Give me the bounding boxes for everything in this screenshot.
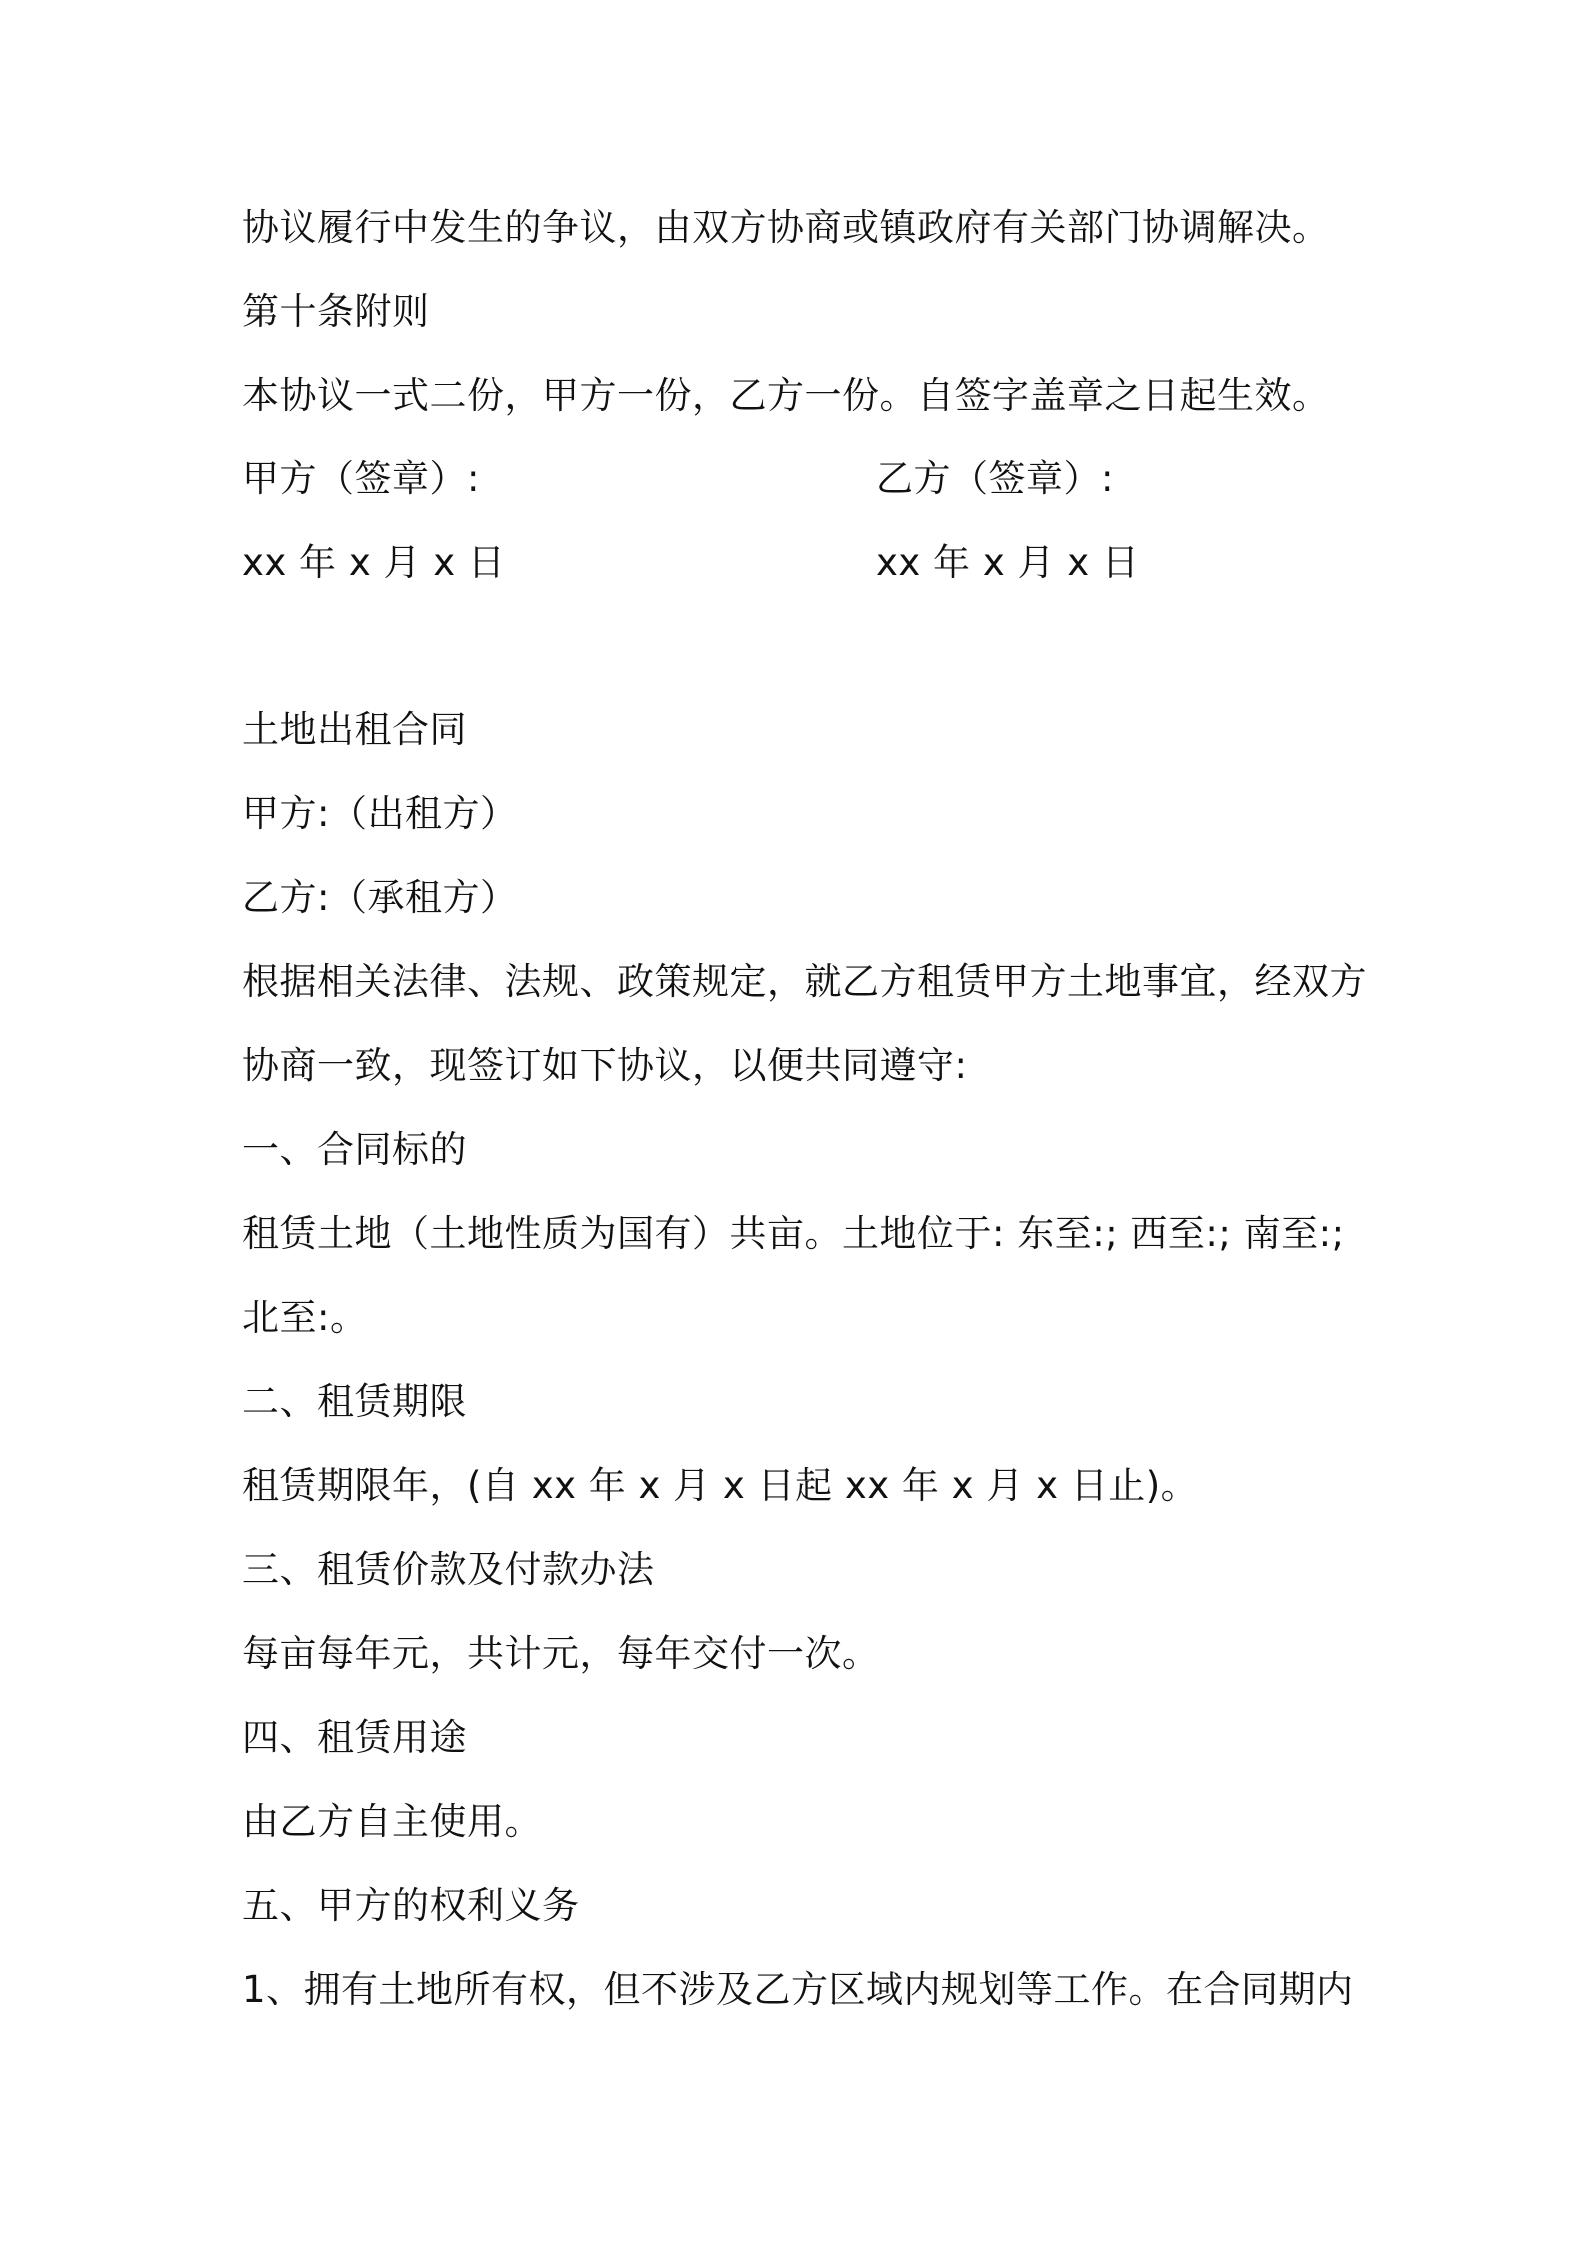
preamble-line-1: 根据相关法律、法规、政策规定，就乙方租赁甲方土地事宜，经双方 [242, 960, 1367, 1003]
section-2-body: 租赁期限年，(自 xx 年 x 月 x 日起 xx 年 x 月 x 日止)。 [242, 1464, 1199, 1507]
section-3-body: 每亩每年元，共计元，每年交付一次。 [242, 1632, 880, 1675]
section-3-heading: 三、租赁价款及付款办法 [242, 1548, 655, 1591]
party-b-date: xx 年 x 月 x 日 [876, 541, 1140, 584]
party-a-signature: 甲方（签章）: [242, 457, 480, 500]
section-5-item-1: 1、拥有土地所有权，但不涉及乙方区域内规划等工作。在合同期内 [242, 1968, 1354, 2011]
party-b-signature: 乙方（签章）: [876, 457, 1114, 500]
section-4-body: 由乙方自主使用。 [242, 1800, 542, 1843]
article-10-body: 本协议一式二份，甲方一份，乙方一份。自签字盖章之日起生效。 [242, 374, 1330, 417]
party-a-date: xx 年 x 月 x 日 [242, 541, 506, 584]
date-row [242, 539, 1140, 587]
section-1-body-line-1: 租赁土地（土地性质为国有）共亩。土地位于: 东至:; 西至:; 南至:; [242, 1212, 1345, 1255]
party-b-line: 乙方:（承租方） [242, 876, 518, 919]
section-5-heading: 五、甲方的权利义务 [242, 1884, 580, 1927]
dispute-clause: 协议履行中发生的争议，由双方协商或镇政府有关部门协调解决。 [242, 206, 1330, 249]
party-a-line: 甲方:（出租方） [242, 792, 518, 835]
section-1-body-line-2: 北至:。 [242, 1296, 368, 1339]
contract-title: 土地出租合同 [242, 708, 467, 751]
section-1-heading: 一、合同标的 [242, 1128, 467, 1171]
section-4-heading: 四、租赁用途 [242, 1716, 467, 1759]
section-2-heading: 二、租赁期限 [242, 1380, 467, 1423]
signature-row [242, 455, 1114, 503]
article-10-heading: 第十条附则 [242, 290, 430, 333]
preamble-line-2: 协商一致，现签订如下协议，以便共同遵守: [242, 1044, 968, 1087]
